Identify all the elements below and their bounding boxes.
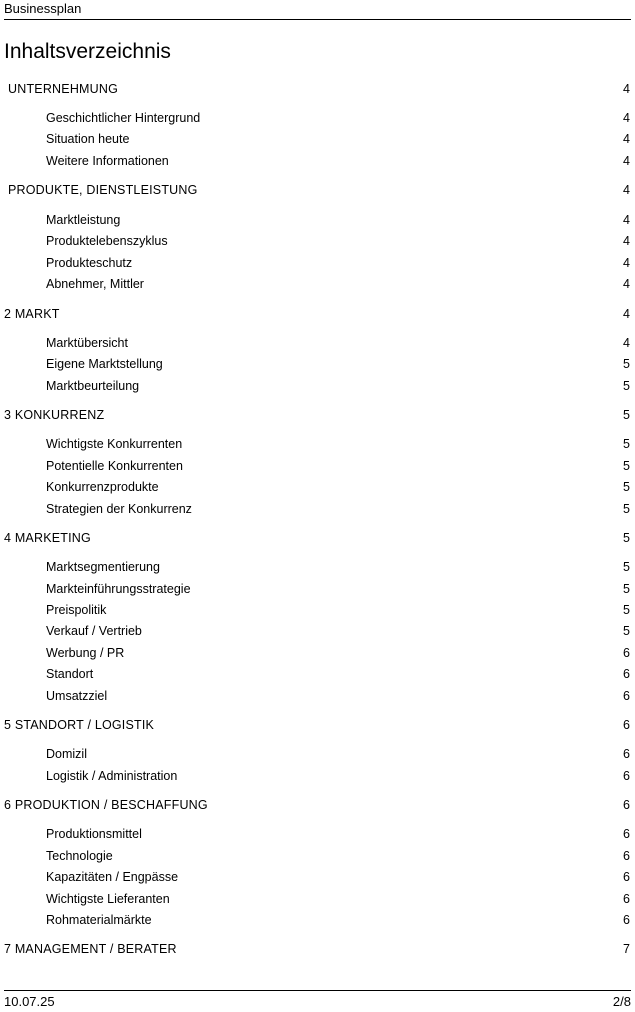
- page-footer: [4, 990, 631, 1012]
- toc-entry-page: 4: [623, 256, 630, 270]
- toc-entry-label: Preispolitik: [46, 603, 107, 617]
- toc-entry-page: 5: [623, 357, 630, 371]
- toc-entry-page: 6: [623, 849, 630, 863]
- toc-section-entry[interactable]: [46, 501, 630, 517]
- toc-entry-label: 2 MARKT: [4, 307, 60, 321]
- toc-section-entry[interactable]: [46, 559, 630, 575]
- toc-section-entry[interactable]: [46, 378, 630, 394]
- toc-entry-page: 5: [623, 531, 630, 545]
- toc-entry-page: 4: [623, 132, 630, 146]
- toc-entry-page: 4: [623, 336, 630, 350]
- toc-entry-page: 6: [623, 769, 630, 783]
- toc-entry-page: 6: [623, 827, 630, 841]
- toc-entry-label: Situation heute: [46, 132, 130, 146]
- toc-section-entry[interactable]: [46, 602, 630, 618]
- toc-section-entry[interactable]: [46, 233, 630, 249]
- toc-entry-label: Verkauf / Vertrieb: [46, 624, 142, 638]
- toc-section-entry[interactable]: [46, 436, 630, 452]
- toc-entry-label: Marktübersicht: [46, 336, 128, 350]
- toc-section-entry[interactable]: [46, 335, 630, 351]
- footer-page-number: 2/8: [612, 994, 631, 1009]
- toc-entry-label: Produktelebenszyklus: [46, 234, 168, 248]
- toc-entry-page: 4: [623, 154, 630, 168]
- toc-entry-page: 5: [623, 603, 630, 617]
- toc-entry-page: 4: [623, 111, 630, 125]
- footer-date: 10.07.25: [4, 994, 55, 1009]
- toc-entry-page: 5: [623, 459, 630, 473]
- toc-section-entry[interactable]: [46, 110, 630, 126]
- toc-entry-page: 5: [623, 437, 630, 451]
- toc-section-entry[interactable]: [46, 848, 630, 864]
- toc-entry-page: 7: [623, 942, 630, 956]
- toc-entry-label: Domizil: [46, 747, 87, 761]
- toc-section-entry[interactable]: [46, 891, 630, 907]
- toc-chapter-entry[interactable]: [4, 941, 630, 957]
- toc-entry-page: 6: [623, 689, 630, 703]
- toc-entry-page: 4: [623, 82, 630, 96]
- toc-entry-page: 6: [623, 667, 630, 681]
- toc-entry-page: 5: [623, 480, 630, 494]
- document-title: Businessplan: [4, 1, 82, 16]
- page-header: [4, 0, 631, 20]
- toc-entry-label: Umsatzziel: [46, 689, 108, 703]
- toc-entry-page: 4: [623, 234, 630, 248]
- toc-section-entry[interactable]: [46, 212, 630, 228]
- toc-section-entry[interactable]: [46, 356, 630, 372]
- toc-section-entry[interactable]: [46, 276, 630, 292]
- toc-chapter-entry[interactable]: [4, 797, 630, 813]
- toc-entry-label: Strategien der Konkurrenz: [46, 502, 192, 516]
- toc-entry-page: 6: [623, 747, 630, 761]
- toc-chapter-entry[interactable]: [4, 306, 630, 322]
- toc-entry-label: UNTERNEHMUNG: [8, 82, 119, 96]
- toc-section-entry[interactable]: [46, 688, 630, 704]
- toc-entry-label: 7 MANAGEMENT / BERATER: [4, 942, 177, 956]
- toc-section-entry[interactable]: [46, 645, 630, 661]
- toc-section-entry[interactable]: [46, 869, 630, 885]
- toc-entry-page: 6: [623, 646, 630, 660]
- toc-entry-label: Produkteschutz: [46, 256, 133, 270]
- toc-section-entry[interactable]: [46, 458, 630, 474]
- toc-entry-label: 4 MARKETING: [4, 531, 91, 545]
- toc-entry-page: 5: [623, 624, 630, 638]
- toc-section-entry[interactable]: [46, 746, 630, 762]
- toc-entry-page: 4: [623, 277, 630, 291]
- toc-section-entry[interactable]: [46, 581, 630, 597]
- toc-entry-label: Marktsegmentierung: [46, 560, 160, 574]
- toc-entry-page: 5: [623, 582, 630, 596]
- toc-entry-label: Werbung / PR: [46, 646, 125, 660]
- toc-entry-label: 3 KONKURRENZ: [4, 408, 105, 422]
- toc-chapter-entry[interactable]: [4, 407, 630, 423]
- toc-section-entry[interactable]: [46, 479, 630, 495]
- toc-entry-page: 6: [623, 870, 630, 884]
- toc-entry-label: Rohmaterialmärkte: [46, 913, 152, 927]
- toc-entry-page: 4: [623, 183, 630, 197]
- toc-entry-page: 4: [623, 307, 630, 321]
- toc-entry-label: 6 PRODUKTION / BESCHAFFUNG: [4, 798, 208, 812]
- toc-entry-label: Geschichtlicher Hintergrund: [46, 111, 201, 125]
- toc-entry-page: 5: [623, 379, 630, 393]
- toc-chapter-entry[interactable]: [8, 81, 630, 97]
- toc-entry-label: Kapazitäten / Engpässe: [46, 870, 179, 884]
- toc-entry-label: Wichtigste Konkurrenten: [46, 437, 183, 451]
- toc-section-entry[interactable]: [46, 768, 630, 784]
- toc-section-entry[interactable]: [46, 131, 630, 147]
- toc-chapter-entry[interactable]: [8, 182, 630, 198]
- toc-section-entry[interactable]: [46, 912, 630, 928]
- toc-entry-label: Markteinführungsstrategie: [46, 582, 191, 596]
- toc-entry-page: 6: [623, 892, 630, 906]
- toc-entry-label: Marktbeurteilung: [46, 379, 140, 393]
- toc-entry-label: Abnehmer, Mittler: [46, 277, 144, 291]
- toc-entry-label: Potentielle Konkurrenten: [46, 459, 183, 473]
- toc-entry-page: 4: [623, 213, 630, 227]
- toc-entry-label: Technologie: [46, 849, 113, 863]
- toc-section-entry[interactable]: [46, 623, 630, 639]
- toc-entry-page: 5: [623, 408, 630, 422]
- toc-entry-label: Eigene Marktstellung: [46, 357, 163, 371]
- toc-chapter-entry[interactable]: [4, 717, 630, 733]
- toc-entry-page: 6: [623, 913, 630, 927]
- toc-entry-label: Konkurrenzprodukte: [46, 480, 159, 494]
- toc-entry-page: 6: [623, 718, 630, 732]
- toc-entry-label: Wichtigste Lieferanten: [46, 892, 170, 906]
- toc-chapter-entry[interactable]: [4, 530, 630, 546]
- toc-entry-label: Marktleistung: [46, 213, 121, 227]
- toc-entry-label: 5 STANDORT / LOGISTIK: [4, 718, 155, 732]
- toc-entry-page: 5: [623, 502, 630, 516]
- toc-section-entry[interactable]: [46, 153, 630, 169]
- toc-entry-page: 6: [623, 798, 630, 812]
- toc-entry-label: Logistik / Administration: [46, 769, 178, 783]
- toc-section-entry[interactable]: [46, 666, 630, 682]
- toc-entry-label: PRODUKTE, DIENSTLEISTUNG: [8, 183, 198, 197]
- toc-section-entry[interactable]: [46, 826, 630, 842]
- toc-entry-page: 5: [623, 560, 630, 574]
- toc-section-entry[interactable]: [46, 255, 630, 271]
- toc-heading: Inhaltsverzeichnis: [4, 40, 171, 63]
- toc-entry-label: Weitere Informationen: [46, 154, 169, 168]
- toc-entry-label: Produktionsmittel: [46, 827, 142, 841]
- toc-entry-label: Standort: [46, 667, 94, 681]
